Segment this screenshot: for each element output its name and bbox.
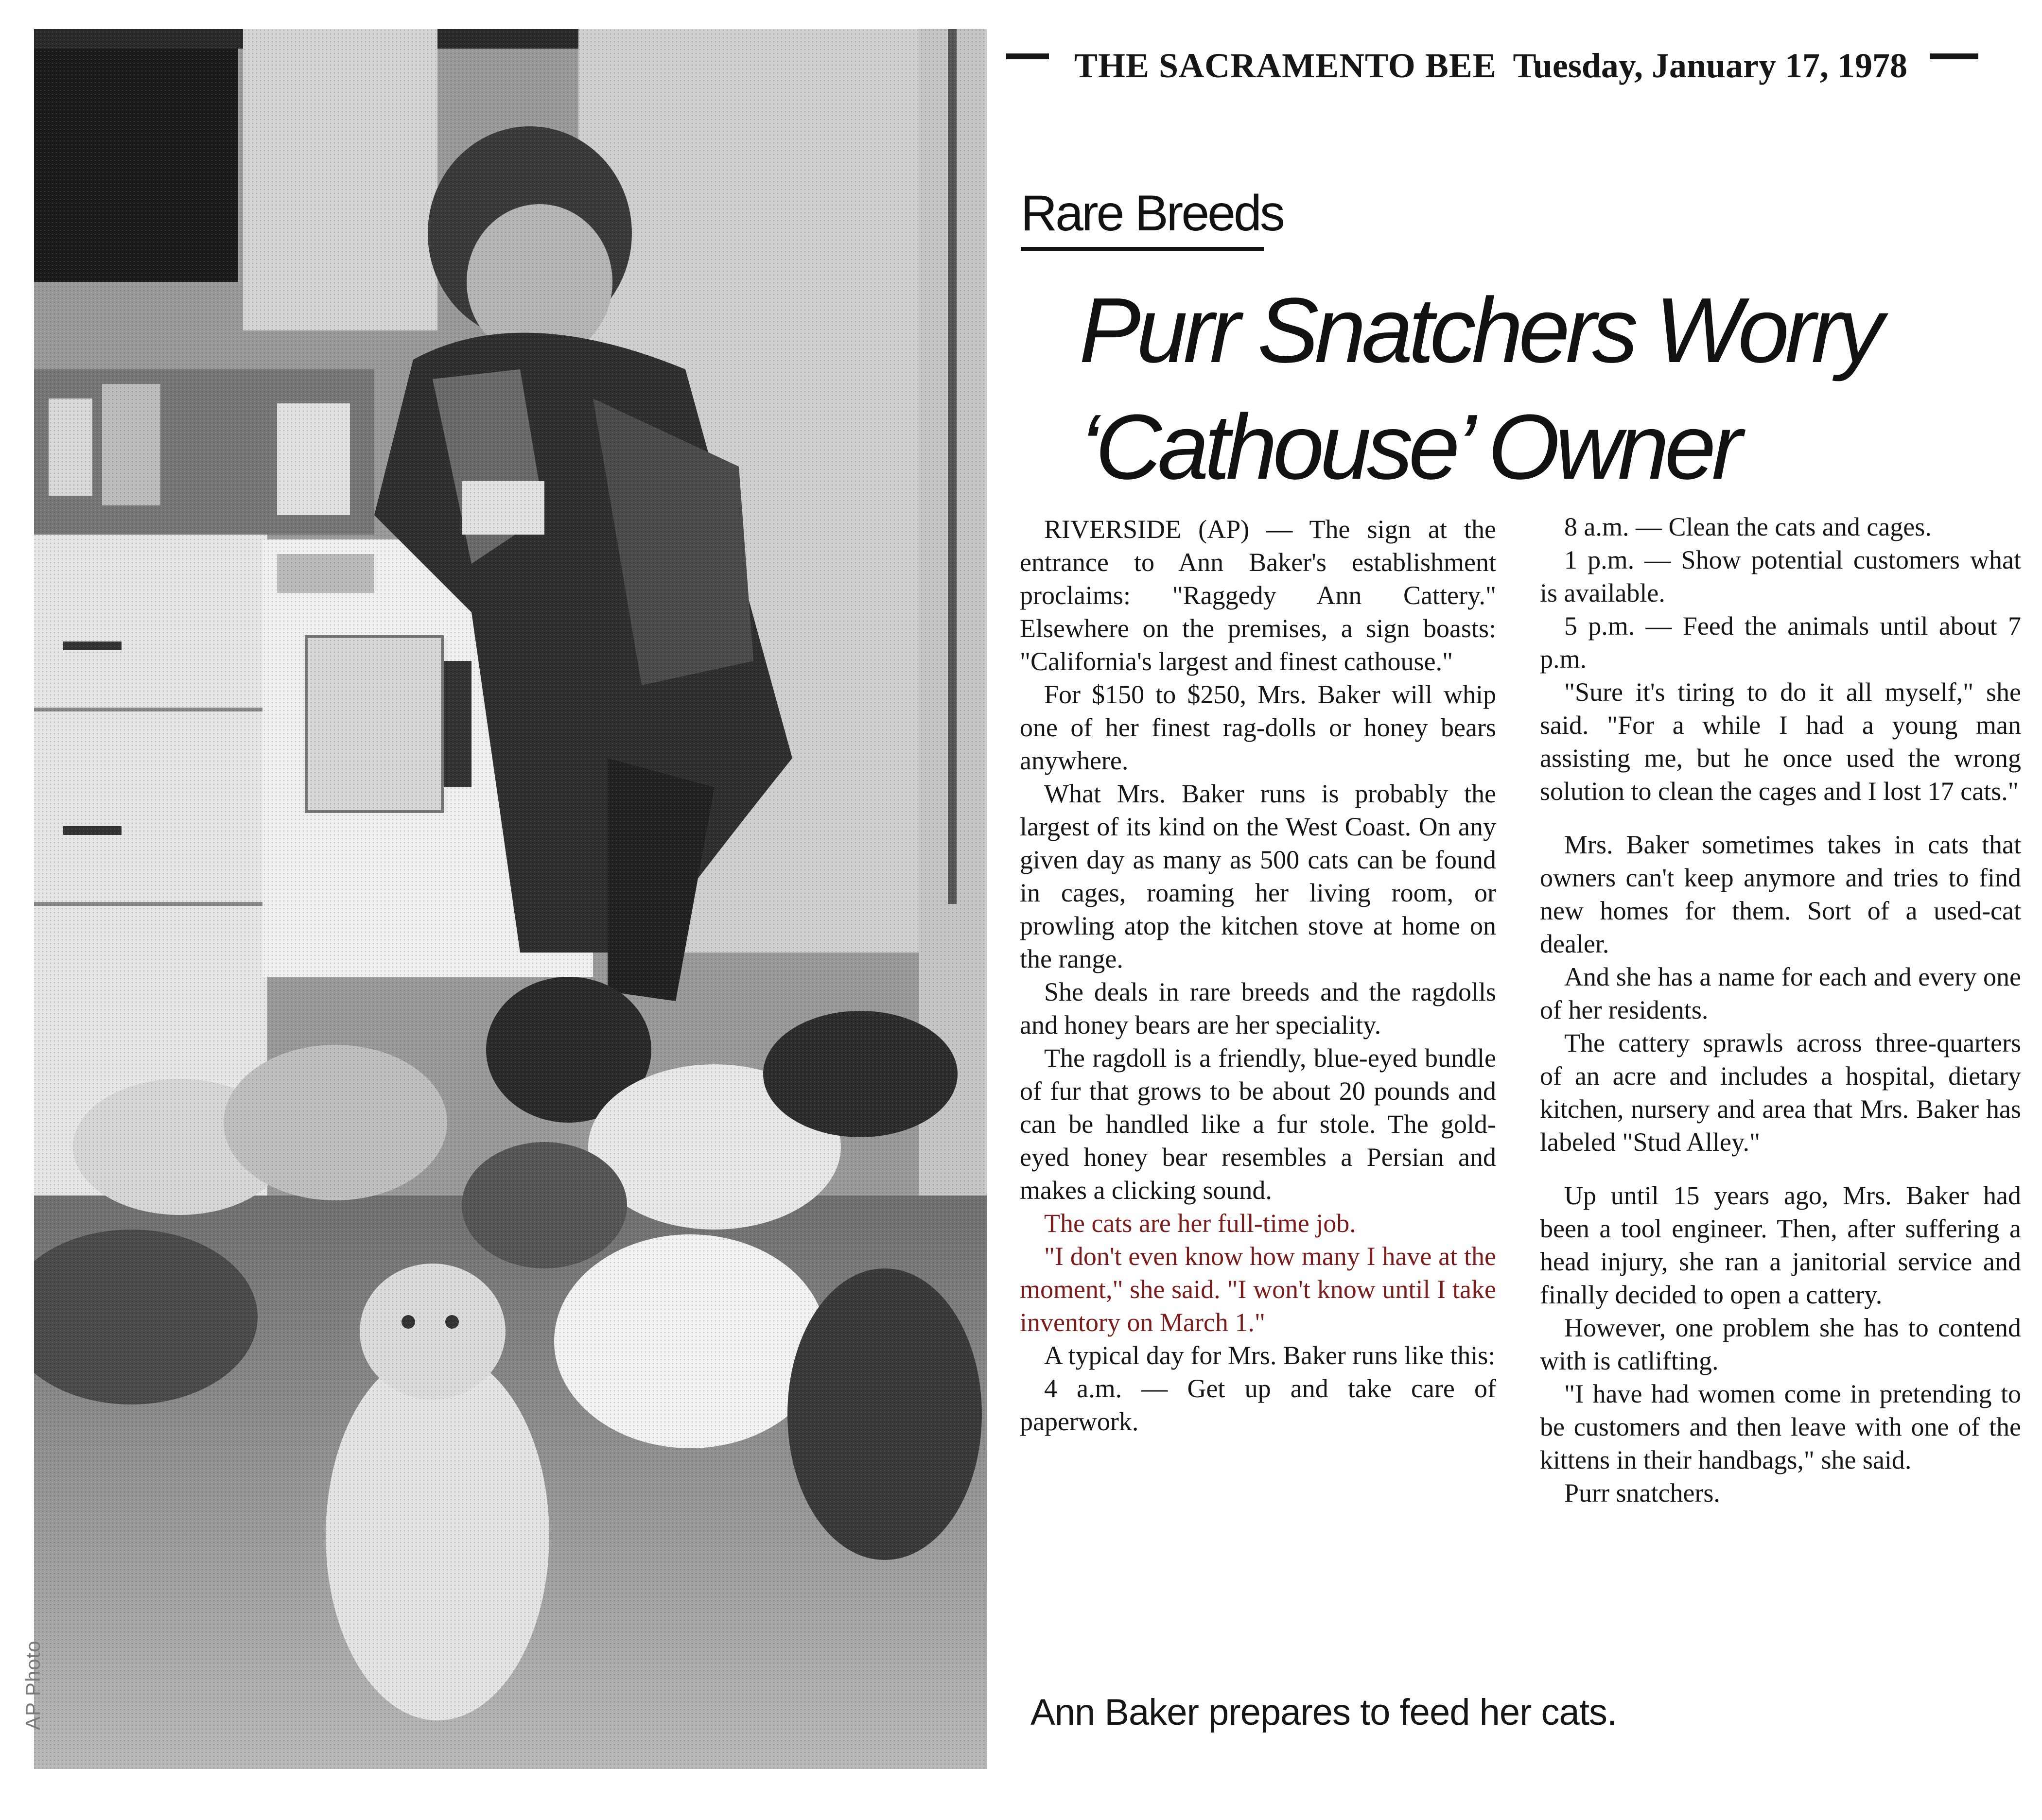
paragraph: A typical day for Mrs. Baker runs like this: <box>1044 1341 1496 1370</box>
paragraph: 4 a.m. — Get up and take care of paperwork. <box>1020 1374 1496 1436</box>
kicker: Rare Breeds <box>1021 185 1283 242</box>
paragraph: Purr snatchers. <box>1564 1478 1720 1508</box>
paragraph: "I have had women come in pretending to be customers and then leave with one of the kittens in their handbags," she said. <box>1540 1379 2021 1474</box>
masthead-rule-left <box>1006 53 1049 59</box>
paragraph: Mrs. Baker sometimes takes in cats that owners can't keep anymore and tries to find new homes for them. Sort of a used-cat dealer. <box>1540 830 2021 958</box>
paragraph: What Mrs. Baker runs is probably the largest of its kind on the West Coast. On any given day as many as 500 cats can be found in cages, roaming her living room, or prowling atop the kitchen stove at home on the range. <box>1020 779 1496 973</box>
photo-illustration <box>34 29 987 1769</box>
headline <box>1079 272 2012 505</box>
headline-line-1: Purr Snatchers Worry <box>1079 279 1880 382</box>
paragraph: Up until 15 years ago, Mrs. Baker had been a tool engineer. Then, after suffering a head injury, she ran a janitorial service and finally decided to open a cattery. <box>1540 1181 2021 1309</box>
newspaper-name: THE SACRAMENTO BEE <box>1074 46 1497 85</box>
paragraph: 8 a.m. — Clean the cats and cages. <box>1564 512 1932 541</box>
masthead <box>1001 41 1978 99</box>
paragraph: RIVERSIDE (AP) — The sign at the entrance to Ann Baker's establishment proclaims: "Raggedy Ann Cattery." Elsewhere on the premises, a sign boasts: "California's largest and finest cathouse." <box>1020 515 1496 676</box>
article-column-2 <box>1540 510 2021 1509</box>
article-column-1 <box>1020 513 1496 1438</box>
paragraph: The cats are her full-time job. <box>1044 1209 1356 1238</box>
paragraph: 1 p.m. — Show potential customers what is available. <box>1540 545 2021 607</box>
news-photo <box>34 29 987 1769</box>
headline-line-2: ‘Cathouse’ Owner <box>1079 396 1738 499</box>
photo-caption: Ann Baker prepares to feed her cats. <box>1030 1692 1617 1733</box>
paragraph: "Sure it's tiring to do it all myself," she said. "For a while I had a young man assisting me, but he once used the wrong solution to clean the cages and I lost 17 cats." <box>1540 677 2021 806</box>
paragraph: "I don't even know how many I have at the moment," she said. "I won't know until I take inventory on March 1." <box>1020 1242 1496 1337</box>
kicker-rule <box>1021 247 1264 251</box>
paragraph: The cattery sprawls across three-quarters of an acre and includes a hospital, dietary kitchen, nursery and area that Mrs. Baker has labeled "Stud Alley." <box>1540 1028 2021 1157</box>
paragraph: And she has a name for each and every one of her residents. <box>1540 962 2021 1024</box>
publication-date: Tuesday, January 17, 1978 <box>1513 46 1907 85</box>
masthead-rule-right <box>1930 53 1978 59</box>
paragraph: The ragdoll is a friendly, blue-eyed bundle of fur that grows to be about 20 pounds and can be handled like a fur stole. The gold-eyed honey bear resembles a Persian and makes a clicking sound. <box>1020 1043 1496 1205</box>
paragraph: She deals in rare breeds and the ragdolls and honey bears are her speciality. <box>1020 977 1496 1040</box>
photo-credit: AP Photo <box>21 1640 44 1730</box>
paragraph: For $150 to $250, Mrs. Baker will whip one of her finest rag-dolls or honey bears anywhere. <box>1020 680 1496 775</box>
paragraph: However, one problem she has to contend with is catlifting. <box>1540 1313 2021 1375</box>
paragraph: 5 p.m. — Feed the animals until about 7 p.m. <box>1540 611 2021 674</box>
